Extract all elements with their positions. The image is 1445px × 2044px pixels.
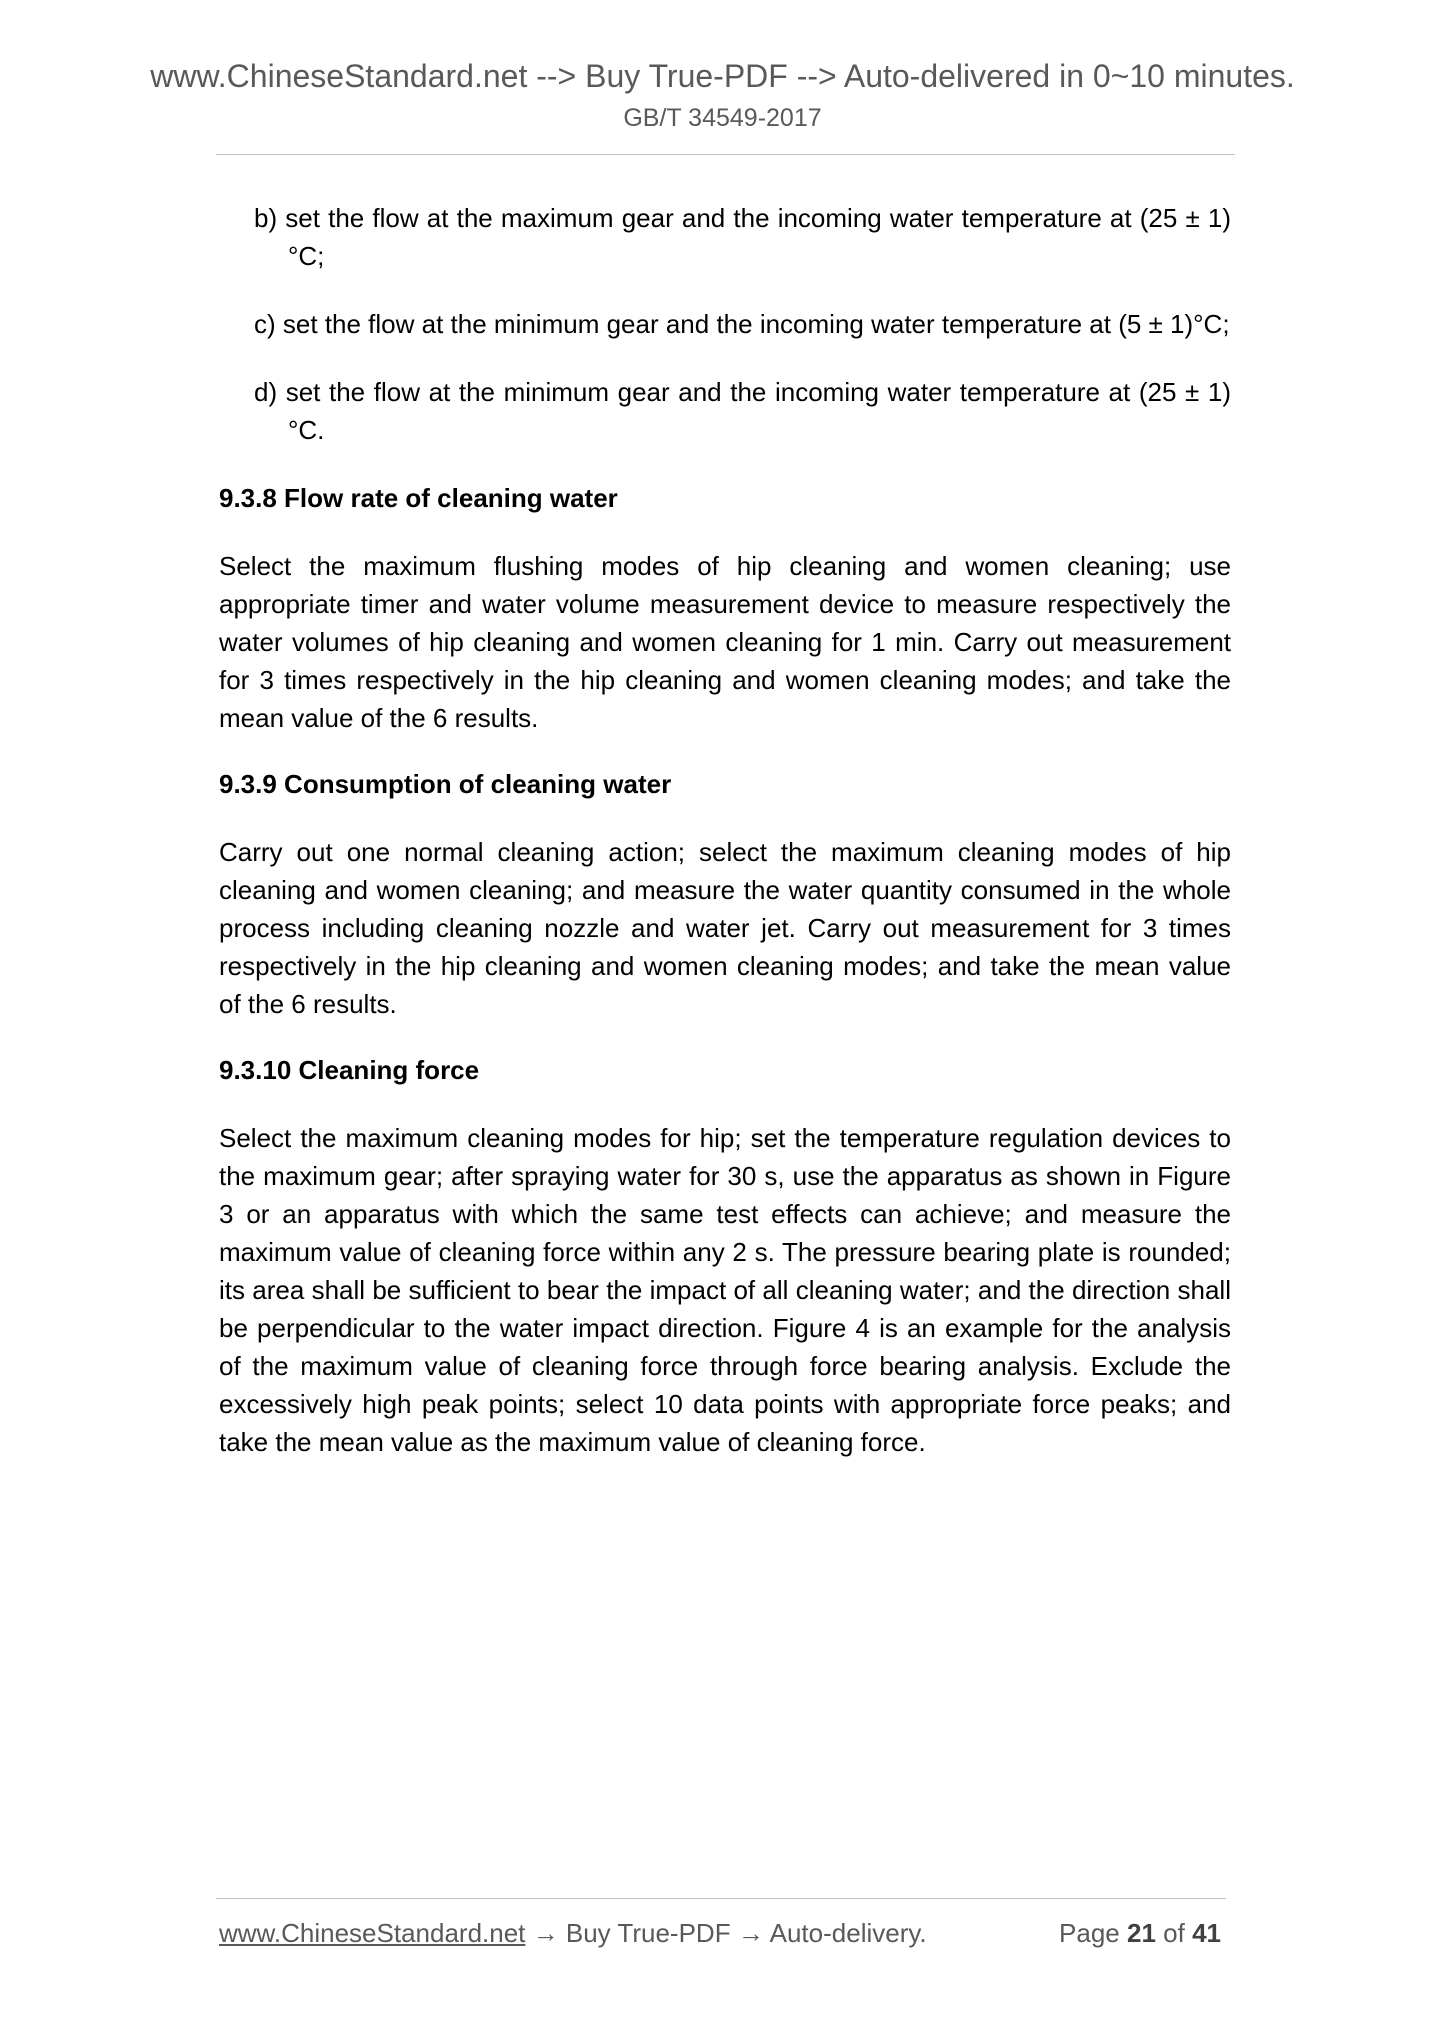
list-item-text: set the flow at the minimum gear and the incoming water temperature at (5 ± 1)°C; [282, 309, 1230, 339]
section-body-9-3-8: Select the maximum flushing modes of hip cleaning and women cleaning; use appropriate timer and water volume measurement device to measure respectively the water volumes of hip cleaning and women cleaning for 1 min. Carry out measurement for 3 times respectively in the hip cleaning and women cleaning modes; and take the mean value of the 6 results. [219, 551, 1231, 733]
list-item-c [219, 305, 1231, 343]
footer-buy-text: Buy True-PDF [565, 1918, 731, 1948]
footer-site-link[interactable]: www.ChineseStandard.net [219, 1918, 526, 1948]
list-marker: b) [254, 203, 278, 233]
list-item-text: set the flow at the maximum gear and the incoming water temperature at (25 ± 1)°C; [285, 203, 1232, 271]
total-pages: 41 [1192, 1918, 1221, 1948]
page-indicator [1059, 1916, 1221, 1950]
header-divider [216, 154, 1235, 155]
section-heading-9-3-9: 9.3.9 Consumption of cleaning water [219, 769, 672, 799]
standard-code: GB/T 34549-2017 [623, 104, 822, 132]
footer-delivery-text: Auto-delivery. [769, 1918, 927, 1948]
section-heading-9-3-10: 9.3.10 Cleaning force [219, 1055, 480, 1085]
list-item-b [219, 199, 1231, 275]
list-marker: d) [254, 377, 278, 407]
list-item-d [219, 373, 1231, 449]
section-body-9-3-10: Select the maximum cleaning modes for hip; set the temperature regulation devices to the maximum gear; after spraying water for 30 s, use the apparatus as shown in Figure 3 or an apparatus with which the same test effects can achieve; and measure the maximum value of cleaning force within any 2 s. The pressure bearing plate is rounded; its area shall be sufficient to bear the impact of all cleaning water; and the direction shall be perpendicular to the water impact direction. Figure 4 is an example for the analysis of the maximum value of cleaning force through force bearing analysis. Exclude the excessively high peak points; select 10 data points with appropriate force peaks; and take the mean value as the maximum value of cleaning force. [219, 1123, 1231, 1457]
page-label: Page [1059, 1918, 1120, 1948]
list-marker: c) [254, 309, 276, 339]
site-banner: www.ChineseStandard.net --> Buy True-PDF --> Auto-delivered in 0~10 minutes. [150, 58, 1295, 94]
document-body [219, 199, 1231, 1489]
arrow-icon: → [532, 1918, 559, 1948]
of-label: of [1163, 1918, 1185, 1948]
section-heading-9-3-8: 9.3.8 Flow rate of cleaning water [219, 483, 618, 513]
section-body-9-3-9: Carry out one normal cleaning action; select the maximum cleaning modes of hip cleaning and women cleaning; and measure the water quantity consumed in the whole process including cleaning nozzle and water jet. Carry out measurement for 3 times respectively in the hip cleaning and women cleaning modes; and take the mean value of the 6 results. [219, 837, 1231, 1019]
list-item-text: set the flow at the minimum gear and the incoming water temperature at (25 ± 1)°C. [285, 377, 1231, 445]
arrow-icon: → [737, 1918, 764, 1948]
page-number: 21 [1127, 1918, 1156, 1948]
footer-divider [216, 1898, 1226, 1899]
page-footer [219, 1916, 1231, 1950]
